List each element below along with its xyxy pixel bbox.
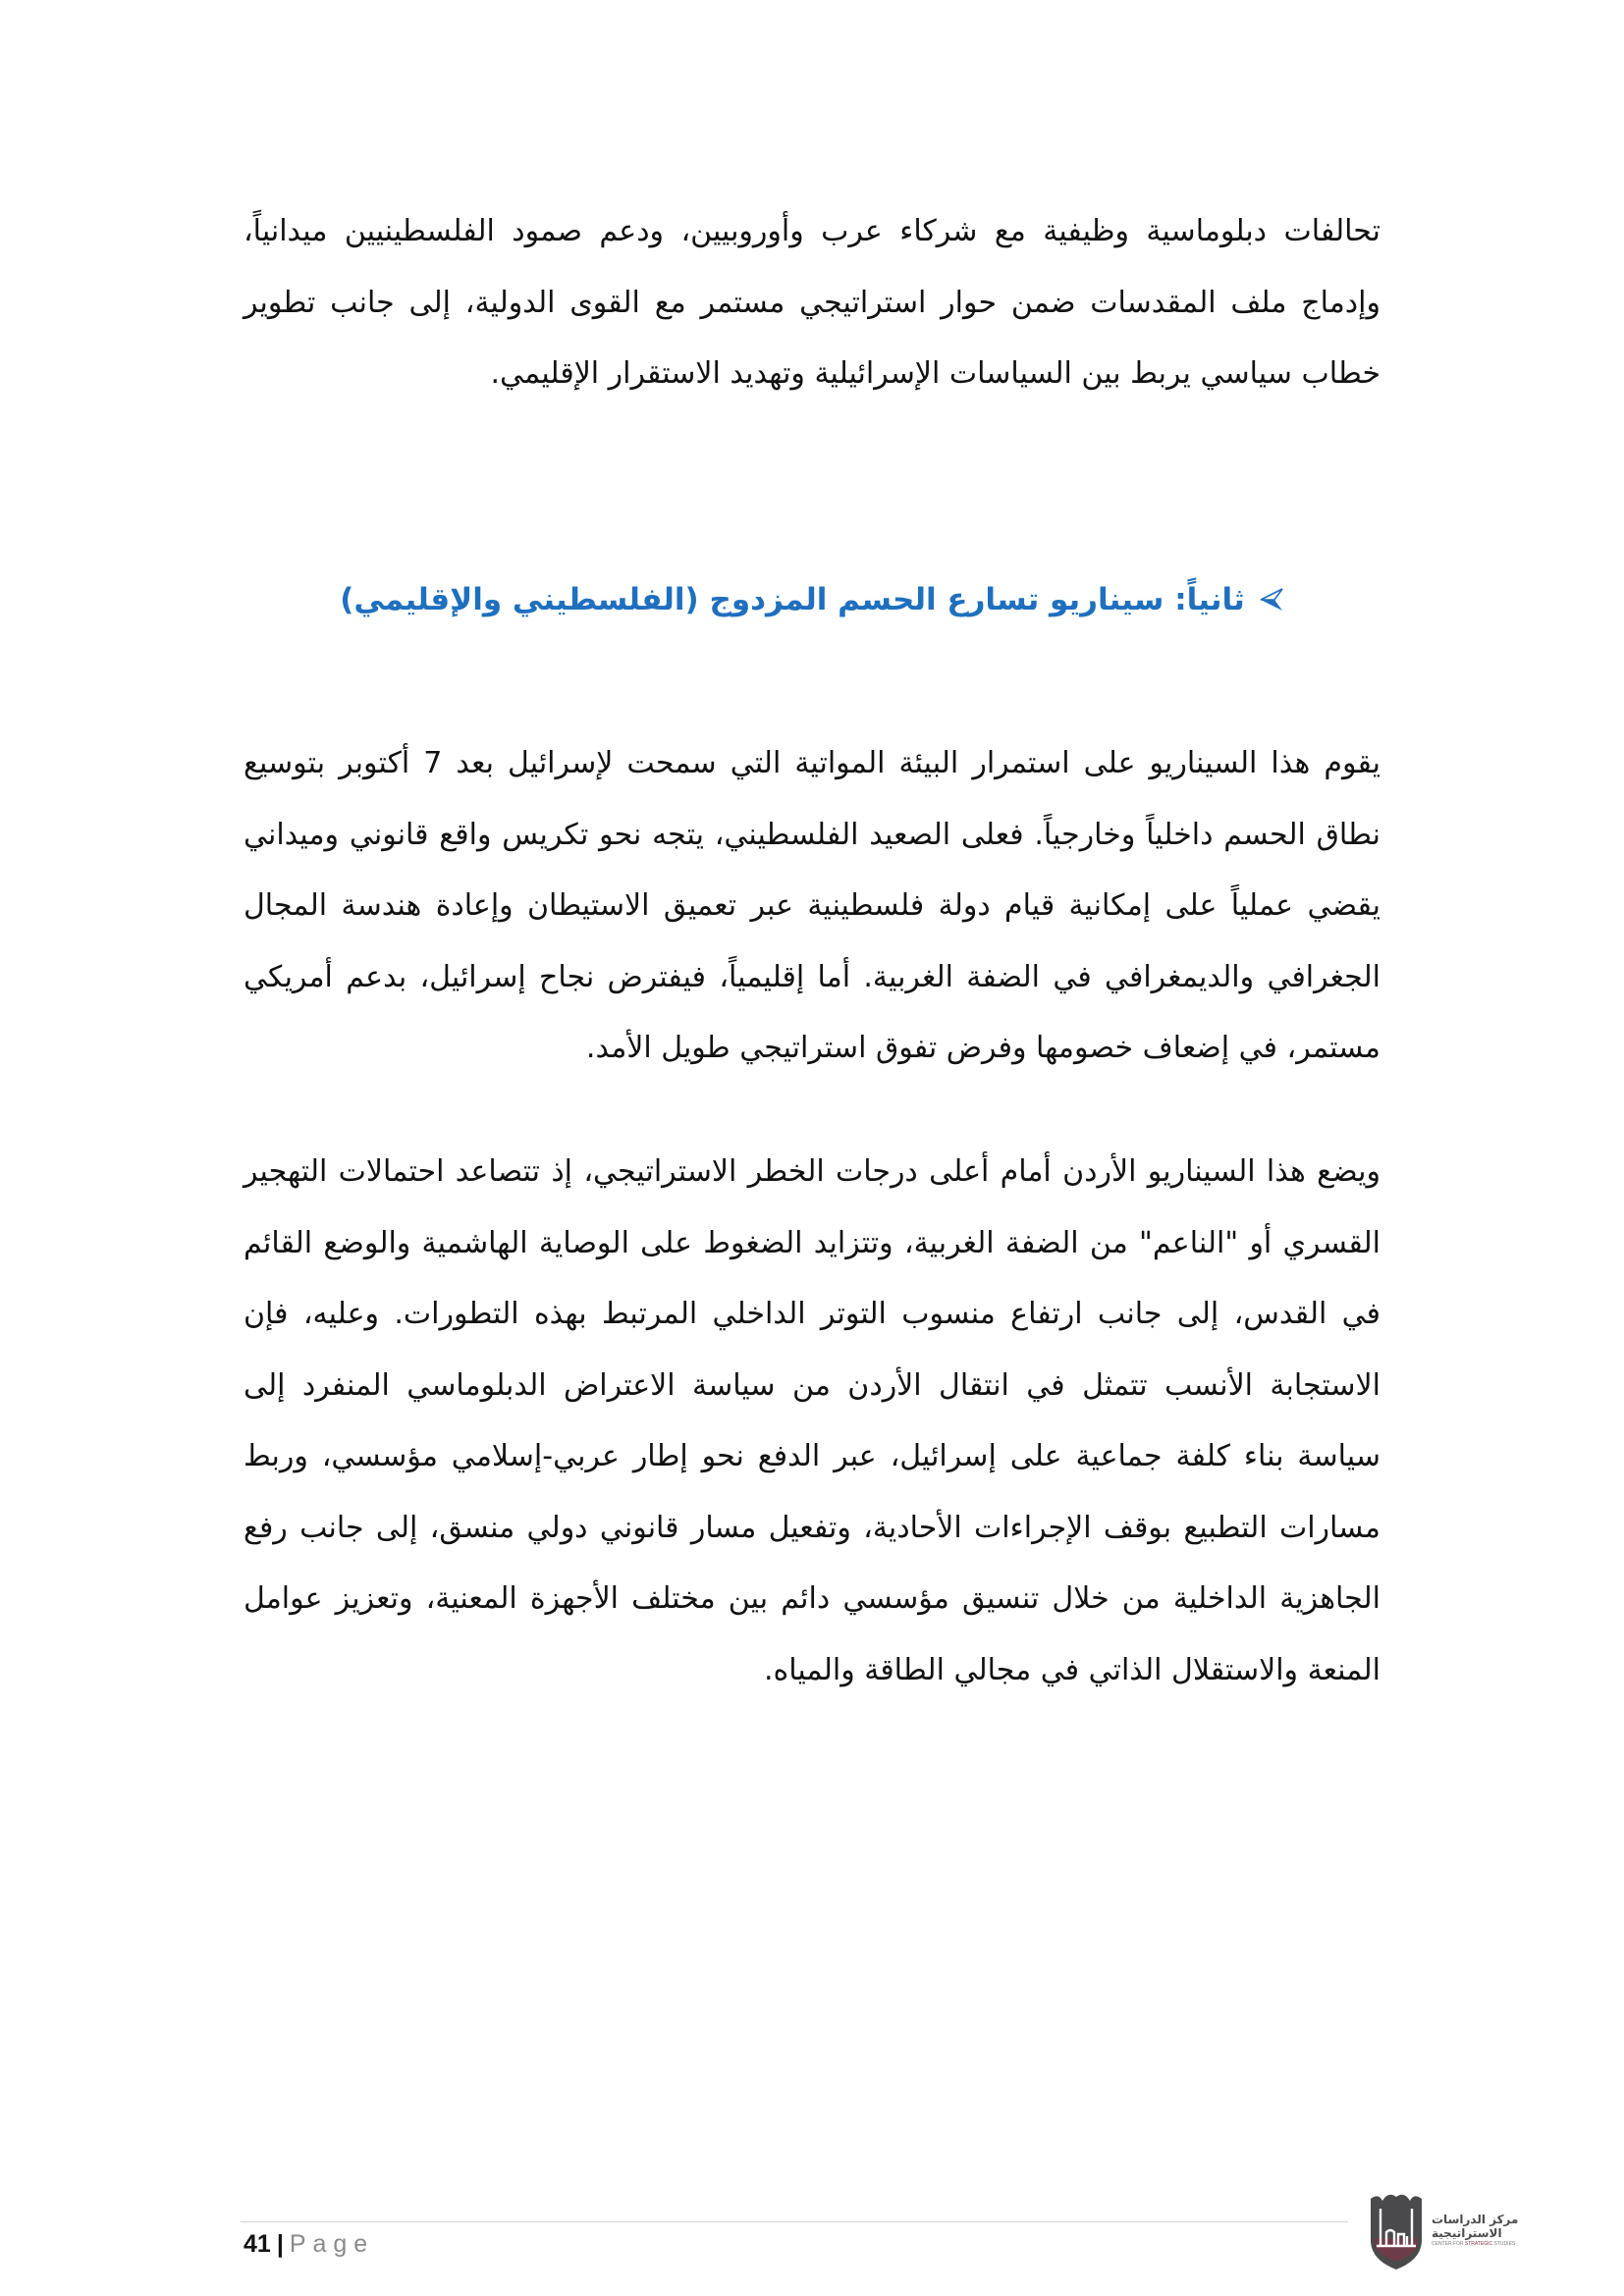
page-number-separator: | [276, 2230, 284, 2258]
page-label: Page [289, 2230, 375, 2258]
shield-emblem-icon [1367, 2189, 1426, 2271]
logo-english-line [1432, 2240, 1515, 2248]
page-number [244, 2229, 374, 2259]
paragraph-scenario-text: يقوم هذا السيناريو على استمرار البيئة المواتية التي سمحت لإسرائيل بعد 7 أكتوبر بتوسيع نطاق الحسم داخلياً وخارجياً. فعلى الصعيد الفلسطيني، يتجه نحو تكريس واقع قانوني وميداني يقضي عملياً على إمكانية قيام دولة فلسطينية عبر تعميق الاستيطان وإعادة هندسة المجال الجغرافي والديمغرافي في الضفة الغربية. أما إقليمياً، فيفترض نجاح إسرائيل، بدعم أمريكي مستمر، في إضعاف خصومها وفرض تفوق استراتيجي طويل الأمد. [244, 746, 1380, 1065]
paragraph-scenario [244, 728, 1380, 1085]
logo-english-suffix: STUDIES [1492, 2241, 1516, 2247]
footer-divider [241, 2221, 1348, 2222]
paragraph-intro [244, 196, 1380, 410]
logo-text [1432, 2213, 1518, 2248]
section-heading [244, 572, 1380, 627]
arrowhead-bullet-icon [1259, 587, 1284, 613]
logo-arabic-line-1: مركز الدراسات [1432, 2213, 1519, 2226]
logo-arabic-line-2: الاستراتيجية [1432, 2226, 1502, 2240]
page-number-value: 41 [244, 2230, 271, 2258]
logo-english-accent: STRATEGIC [1464, 2241, 1493, 2247]
paragraph-jordan-text: ويضع هذا السيناريو الأردن أمام أعلى درجات الخطر الاستراتيجي، إذ تتصاعد احتمالات التهجير القسري أو "الناعم" من الضفة الغربية، وتتزايد الضغوط على الوصاية الهاشمية والوضع القائم في القدس، إلى جانب ارتفاع منسوب التوتر الداخلي المرتبط بهذه التطورات. وعليه، فإن الاستجابة الأنسب تتمثل في انتقال الأردن من سياسة الاعتراض الدبلوماسي المنفرد إلى سياسة بناء كلفة جماعية على إسرائيل، عبر الدفع نحو إطار عربي-إسلامي مؤسسي، وربط مسارات التطبيع بوقف الإجراءات الأحادية، وتفعيل مسار قانوني دولي منسق، إلى جانب رفع الجاهزية الداخلية من خلال تنسيق مؤسسي دائم بين مختلف الأجهزة المعنية، وتعزيز عوامل المنعة والاستقلال الذاتي في مجالي الطاقة والمياه. [244, 1154, 1380, 1687]
paragraph-jordan [244, 1137, 1380, 1706]
center-logo [1367, 2187, 1543, 2273]
paragraph-intro-text: تحالفات دبلوماسية وظيفية مع شركاء عرب وأوروبيين، ودعم صمود الفلسطينيين ميدانياً، وإدماج ملف المقدسات ضمن حوار استراتيجي مستمر مع القوى الدولية، إلى جانب تطوير خطاب سياسي يربط بين السياسات الإسرائيلية وتهديد الاستقرار الإقليمي. [244, 214, 1380, 391]
logo-english-prefix: CENTER FOR [1432, 2241, 1465, 2247]
section-heading-text: ثانياً: سيناريو تسارع الحسم المزدوج (الفلسطيني والإقليمي) [340, 582, 1245, 617]
